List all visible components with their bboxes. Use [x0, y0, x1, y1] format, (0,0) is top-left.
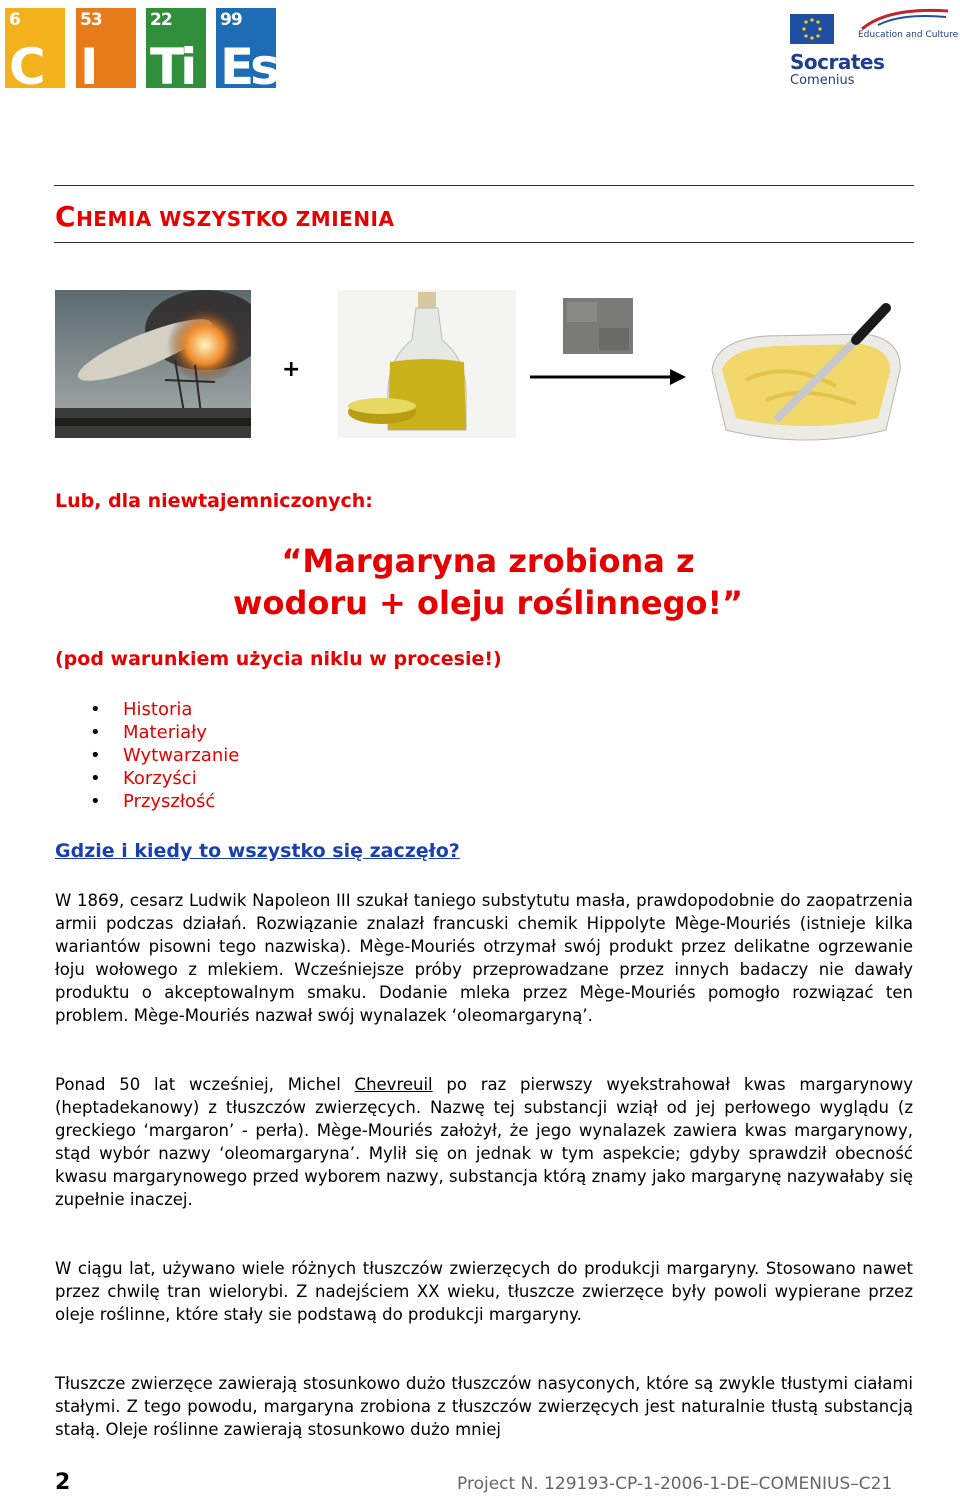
topic-item-historia: • Historia — [90, 698, 239, 721]
topics-list — [90, 698, 239, 813]
topic-item-wytwarzanie: • Wytwarzanie — [90, 744, 239, 767]
oil-bottle-photo — [338, 290, 516, 438]
paragraph-history-part1: W 1869, cesarz Ludwik Napoleon III szukał taniego substytutu masła, prawdopodobnie do zaopatrzenia armii podczas działań. — [55, 891, 913, 933]
nickel-condition-note: (pod warunkiem użycia niklu w procesie!) — [55, 648, 502, 670]
education-culture-label: Education and Culture — [858, 30, 959, 40]
paragraph-saturated-fats: Tłuszcze zwierzęce zawierają stosunkowo dużo tłuszczów nasyconych, które są zwykle tłustymi ciałami stałymi. Z tego powodu, margaryna zrobiona z tłuszczów zwierzęcych jest naturalnie tłustą substancją stałą. Oleje roślinne zawierają stosunkowo dużo mniej — [55, 1374, 913, 1439]
logo-tile-i — [76, 8, 136, 96]
topic-item-korzysci: • Korzyści — [90, 767, 239, 790]
tile-number: 6 — [9, 10, 20, 30]
project-code: Project N. 129193-CP-1-2006-1-DE–COMENIUS–C21 — [457, 1474, 893, 1494]
title-initial: C — [55, 200, 77, 233]
eu-flag-icon — [790, 14, 834, 44]
page-title — [55, 200, 394, 233]
headline-line-2: wodoru + oleju roślinnego!” — [232, 584, 744, 622]
nickel-powder-photo — [563, 298, 633, 354]
comenius-logo-text: Comenius — [790, 73, 855, 88]
reaction-arrow-icon — [528, 364, 688, 390]
tile-symbol: C — [9, 38, 42, 96]
logo-tile-c — [5, 8, 65, 96]
title-rule-bottom — [54, 242, 914, 243]
logo-tile-ti — [146, 8, 206, 96]
chevreuil-link[interactable]: Chevreuil — [354, 1075, 433, 1094]
tile-number: 53 — [80, 10, 102, 30]
hindenburg-photo — [55, 290, 251, 438]
paragraph-chevreuil-after: po raz pierwszy wyekstrahował kwas margarynowy (heptadekanowy) z tłuszczów zwierzęcych. Nazwę tej substancji wziął od jej perłowego wyglądu (z greckiego ‘margaron’ - perła). Mège-Mouriés założył, że jego wynalazek zawiera kwas margarynowy, stąd wybór nazwy ‘oleomargaryna’. Mylił się on jednak w tym aspekcie; gdyby sprawdził obecność kwasu margarynowego przed wyborem nazwy, substancja którą znamy jako margarynę nazywałaby się zupełnie inaczej. — [55, 1075, 913, 1209]
title-rule-top — [54, 185, 914, 186]
tile-number: 22 — [150, 10, 172, 30]
paragraph-history-part2: Rozwiązanie znalazł francuski chemik Hippolyte Mège-Mouriés (istnieje kilka wariantów pisowni tego nazwiska). Mège-Mouriés otrzymał swój produkt przez delikatne ogrzewanie łoju wołowego z mlekiem. Wcześniejsze próby przeprowadzane przez innych badaczy nie dawały produktu o akceptowalnym smaku. Dodanie mleka przez Mège-Mouriés pomogło rozwiązać ten problem. Mège-Mouriés nazwał swój wynalazek ‘oleomargaryną’. — [55, 914, 913, 1025]
topic-item-przyszlosc: • Przyszłość — [90, 790, 239, 813]
paragraph-history — [55, 889, 913, 1027]
paragraph-animal-fats: W ciągu lat, używano wiele różnych tłuszczów zwierzęcych do produkcji margaryny. Stosowano nawet przez chwilę tran wielorybi. Z nadejściem XX wieku, tłuszcze zwierzęce były powoli wypierane przez oleje roślinne, które stały sie podstawą do produkcji margaryny. — [55, 1259, 913, 1324]
margarine-headline — [208, 540, 768, 624]
tile-number: 99 — [220, 10, 242, 30]
headline-line-1: “Margaryna zrobiona z — [281, 542, 695, 580]
socrates-logo-text: Socrates — [790, 50, 885, 74]
page-number: 2 — [55, 1470, 71, 1495]
paragraph-chevreuil — [55, 1073, 913, 1211]
tile-symbol: Ti — [150, 38, 194, 96]
topic-item-materialy: • Materiały — [90, 721, 239, 744]
title-rest: HEMIA WSZYSTKO ZMIENIA — [76, 207, 395, 231]
paragraph-chevreuil-before: Ponad 50 lat wcześniej, Michel — [55, 1075, 355, 1094]
tile-symbol: I — [80, 38, 95, 96]
tile-symbol: Es — [220, 38, 276, 96]
section-heading-link[interactable]: Gdzie i kiedy to wszystko się zaczęło? — [55, 840, 460, 862]
logo-tile-es — [216, 8, 276, 96]
education-swoosh-icon — [858, 3, 954, 33]
plus-sign: + — [282, 357, 301, 382]
intro-subheading: Lub, dla niewtajemniczonych: — [55, 490, 373, 512]
margarine-tub-photo — [706, 300, 906, 450]
